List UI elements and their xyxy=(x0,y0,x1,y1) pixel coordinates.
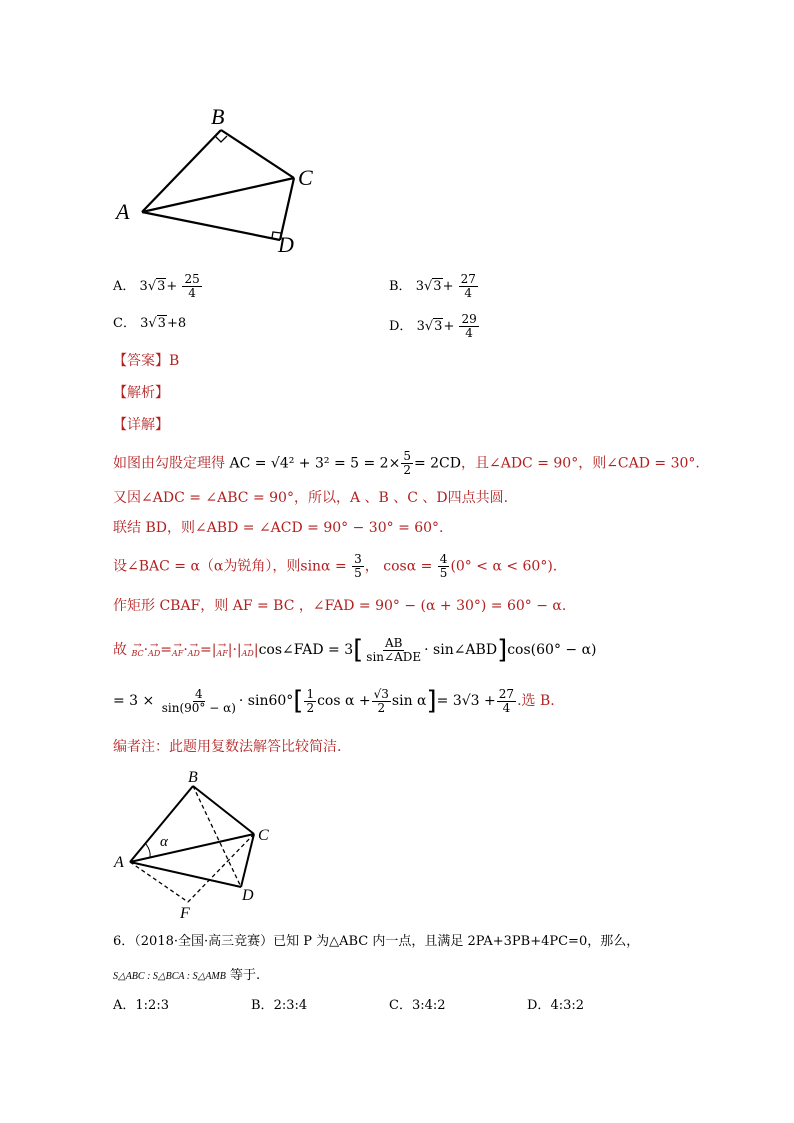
option-a: A． 3√3+ $\frac{25}{4}$ xyxy=(113,272,200,300)
quadrilateral-figure xyxy=(108,100,328,260)
solution-line-6: 故 → BC · → AD = → AF · → AD =| → AF |·| → AD |cos∠FAD = 3[ $\frac{AB}{\text{sin∠ADE}}$ · sin∠ABD]cos(60° − α) xyxy=(113,635,597,665)
option-d: D． 3√3+ $\frac{29}{4}$ xyxy=(389,312,477,340)
fraction: $\frac{27}{4}$ xyxy=(498,686,515,715)
vector: → AF xyxy=(172,640,184,658)
fraction: $\frac{5}{2}$ xyxy=(403,449,411,477)
vector: → AD xyxy=(148,640,161,658)
right-angle-b xyxy=(215,136,227,142)
fraction: $\frac{3}{5}$ xyxy=(354,552,362,580)
option-b: B． 3√3+ $\frac{27}{4}$ xyxy=(389,272,476,300)
label-c: C xyxy=(258,827,269,844)
solution-line-5: 作矩形 CBAF，则 AF = BC ，∠FAD = 90° − (α + 30°) = 60° − α. xyxy=(113,598,567,614)
fraction: $\frac{25}{4}$ xyxy=(184,272,200,300)
label-c: C xyxy=(298,165,313,190)
rectangle-figure xyxy=(108,765,298,925)
edge-ad xyxy=(142,212,280,240)
solution-line-2: 又因∠ADC = ∠ABC = 90°，所以，A 、B 、C 、D四点共圆. xyxy=(113,490,509,506)
fraction: $\frac{√3}{2}$ xyxy=(373,686,389,715)
analysis-tag: 【解析】 xyxy=(113,385,169,401)
label-b: B xyxy=(188,769,198,786)
label-d: D xyxy=(278,232,294,257)
q6-option-d: D．4:3:2 xyxy=(527,998,585,1013)
label-b: B xyxy=(211,104,225,129)
edge-bc xyxy=(193,786,254,834)
solution-line-1: 如图由勾股定理得 AC = √4² + 3² = 5 = 2× $\frac{5}{2}$ = 2CD，且∠ADC = 90°，则∠CAD = 30°. xyxy=(113,449,700,477)
option-c: C． 3√3+8 xyxy=(113,316,187,331)
edge-bc xyxy=(221,130,294,178)
label-d: D xyxy=(242,887,254,904)
label-f: F xyxy=(180,905,190,922)
question-6-stem: 6．（2018·全国·高三竞赛）已知 P 为△ABC 内一点，且满足 2PA+3PB+4PC=0，那么， xyxy=(113,934,640,949)
label-a: A xyxy=(116,199,130,224)
angle-arc xyxy=(146,844,150,857)
answer-line: 【答案】B xyxy=(113,353,180,369)
solution-line-7: = 3 × $\frac{4}{\sin(90^\circ - \alpha)}$ · sin60°[ $\frac{1}{2}$ cos α + $\frac{√3}{2}$ sin α]= 3√3 + $\frac{27}{4}$ .选 B. xyxy=(113,686,555,716)
editor-note: 编者注：此题用复数法解答比较简洁. xyxy=(113,739,342,755)
q6-option-a: A．1:2:3 xyxy=(113,998,169,1013)
fraction: $\frac{27}{4}$ xyxy=(460,272,476,300)
label-alpha: α xyxy=(160,834,168,850)
fraction: $\frac{1}{2}$ xyxy=(306,686,315,715)
q6-option-c: C．3:4:2 xyxy=(389,998,446,1013)
edge-cd xyxy=(280,178,294,240)
vector: → AD xyxy=(187,640,200,658)
edge-ac xyxy=(142,178,294,212)
detail-tag: 【详解】 xyxy=(113,417,169,433)
fraction: $\frac{4}{\sin(90^\circ - \alpha)}$ xyxy=(161,686,236,715)
edge-ab xyxy=(142,130,221,212)
fraction: $\frac{AB}{\text{sin∠ADE}}$ xyxy=(366,635,422,664)
vector: → BC xyxy=(131,640,144,658)
solution-line-4: 设∠BAC = α（α为锐角），则sinα = $\frac{3}{5}$ ， cosα = $\frac{4}{5}$ (0° < α < 60°). xyxy=(113,552,558,580)
edge-ad xyxy=(130,862,241,887)
q6-option-b: B．2:3:4 xyxy=(251,998,308,1013)
question-6-ratio: S△ABC : S△BCA : S△AMB 等于. xyxy=(113,968,261,983)
fraction: $\frac{4}{5}$ xyxy=(439,552,448,580)
fraction: $\frac{29}{4}$ xyxy=(461,312,477,340)
solution-line-3: 联结 BD，则∠ABD = ∠ACD = 90° − 30° = 60°. xyxy=(113,520,444,536)
edge-cd xyxy=(241,834,254,887)
label-a: A xyxy=(114,854,124,871)
